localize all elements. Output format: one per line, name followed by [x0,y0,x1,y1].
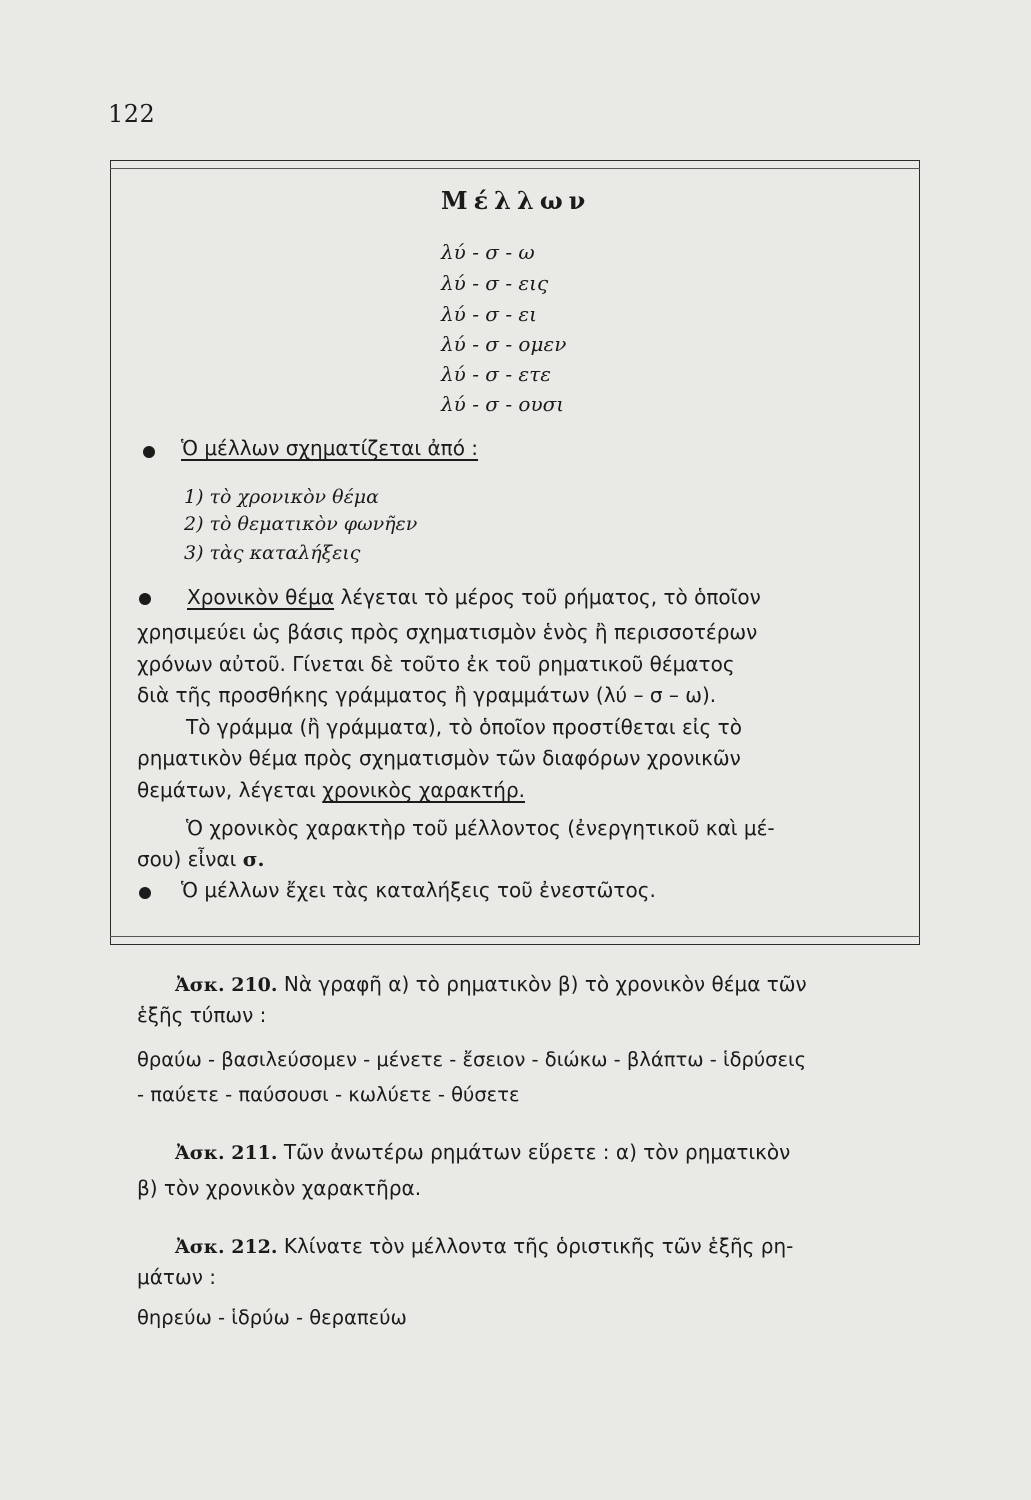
conjugation-line: λύ - σ - εις [441,271,549,295]
future-character-pre: σου) εἶναι [137,847,243,871]
formation-intro-text: Ὁ μέλλων σχηματίζεται ἀπό : [181,436,479,460]
theme-line: χρόνων αὐτοῦ. Γίνεται δὲ τοῦτο ἐκ τοῦ ρηματικοῦ θέματος [137,652,735,676]
bullet-icon [139,887,151,899]
future-character-line: Ὁ χρονικὸς χαρακτὴρ τοῦ μέλλοντος (ἐνεργητικοῦ καὶ μέ- [186,816,775,840]
character-term: χρονικὸς χαρακτήρ. [322,778,525,802]
exercise-label: Ἀσκ. 212. [175,1236,278,1258]
exercise-line: ἑξῆς τύπων : [137,1003,267,1027]
endings-note: Ὁ μέλλων ἔχει τὰς καταλήξεις τοῦ ἐνεστῶτος. [181,878,656,902]
formation-item: 1) τὸ χρονικὸν θέμα [184,486,379,508]
exercise-label: Ἀσκ. 210. [175,974,278,996]
conjugation-line: λύ - σ - ουσι [441,392,565,416]
character-line: ρηματικὸν θέμα πρὸς σχηματισμὸν τῶν διαφόρων χρονικῶν [137,746,741,770]
formation-item: 3) τὰς καταλήξεις [184,542,361,564]
theme-line-rest: λέγεται τὸ μέρος τοῦ ρήματος, τὸ ὁποῖον [334,585,761,609]
exercise-words: θραύω - βασιλεύσομεν - μένετε - ἔσειον - διώκω - βλάπτω - ἱδρύσεις [137,1048,807,1071]
future-character-line [137,847,264,871]
conjugation-line: λύ - σ - ομεν [441,332,567,356]
page-number: 122 [108,100,156,128]
character-line [137,778,525,802]
section-heading: Μέλλων [441,186,592,215]
theme-line [187,585,761,609]
exercise-label: Ἀσκ. 211. [175,1142,278,1164]
exercise-words: θηρεύω - ἱδρύω - θεραπεύω [137,1306,407,1329]
conjugation-line: λύ - σ - ετε [441,362,551,386]
character-line: Τὸ γράμμα (ἢ γράμματα), τὸ ὁποῖον προστίθεται εἰς τὸ [186,715,742,739]
bullet-icon [139,593,151,605]
exercise-text: Τῶν ἀνωτέρω ρημάτων εὕρετε : α) τὸν ρηματικὸν [277,1140,791,1164]
future-character-sigma: σ. [242,847,265,871]
exercise-line [175,1234,793,1258]
exercise-line: β) τὸν χρονικὸν χαρακτῆρα. [137,1176,422,1200]
exercise-text: Κλίνατε τὸν μέλλοντα τῆς ὁριστικῆς τῶν ἑξῆς ρη- [277,1234,794,1258]
conjugation-line: λύ - σ - ει [441,302,538,326]
formation-item: 2) τὸ θεματικὸν φωνῆεν [184,513,418,535]
bullet-icon [143,446,155,458]
exercise-line [175,972,807,996]
exercise-words: - παύετε - παύσουσι - κωλύετε - θύσετε [137,1083,520,1106]
theme-line: χρησιμεύει ὡς βάσις πρὸς σχηματισμὸν ἑνὸς ἢ περισσοτέρων [137,620,758,644]
exercise-line [175,1140,790,1164]
exercise-text: Νὰ γραφῆ α) τὸ ρηματικὸν β) τὸ χρονικὸν θέμα τῶν [277,972,807,996]
top-double-rule [110,168,920,169]
formation-intro [181,436,478,460]
character-line-pre: θεμάτων, λέγεται [137,778,323,802]
conjugation-line: λύ - σ - ω [441,240,535,264]
exercise-line: μάτων : [137,1265,216,1289]
bottom-double-rule [110,936,920,937]
theme-line: διὰ τῆς προσθήκης γράμματος ἢ γραμμάτων (λύ – σ – ω). [137,683,717,707]
theme-term: Χρονικὸν θέμα [187,585,335,609]
